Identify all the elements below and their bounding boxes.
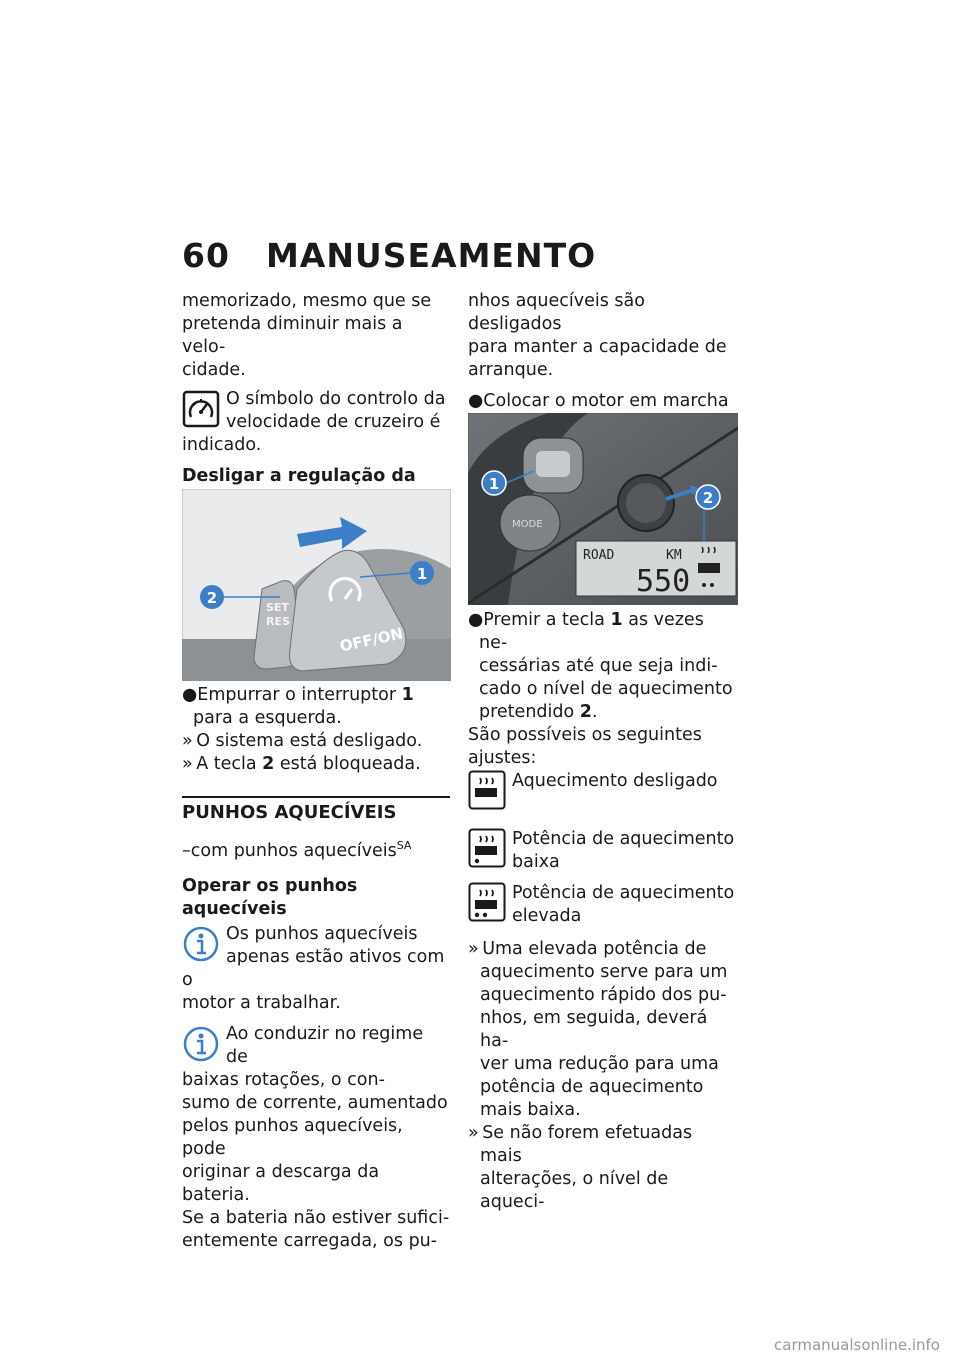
step-start-engine: ●Colocar o motor em marcha bbox=[468, 390, 736, 437]
setting-heat-high: Potência de aquecimento elevada bbox=[468, 882, 736, 928]
setting-heat-off: Aquecimento desligado bbox=[468, 770, 736, 810]
svg-text:2: 2 bbox=[702, 489, 714, 507]
svg-text:1: 1 bbox=[488, 475, 500, 493]
option-note: –com punhos aquecíveis$^{SA}$ bbox=[182, 839, 412, 861]
result-no-changes: » Se não forem efetuadas mais alterações, o nível de aqueci- bbox=[468, 1123, 693, 1212]
heat-low-icon bbox=[468, 828, 506, 868]
display-km-label: KM bbox=[666, 548, 682, 563]
info-icon bbox=[182, 1025, 220, 1063]
step-push-switch: ●Empurrar o interruptor 1 para a esquerda. bbox=[182, 685, 414, 728]
subheading-disable-cruise: Desligar a regulação da bbox=[182, 466, 416, 486]
right-column-bottom bbox=[468, 609, 736, 1214]
display-road-label: ROAD bbox=[583, 548, 615, 563]
watermark: carmanualsonline.info bbox=[774, 1336, 940, 1354]
section-heated-grips: PUNHOS AQUECÍVEIS bbox=[182, 796, 450, 824]
heated-grips-illustration bbox=[468, 413, 738, 605]
heat-off-icon bbox=[468, 770, 506, 810]
subheading-operate-grips: Operar os punhos aquecíveis bbox=[182, 875, 358, 919]
result-key-locked: » A tecla 2 está bloqueada. bbox=[182, 754, 421, 774]
mode-label: MODE bbox=[512, 519, 543, 530]
info-icon bbox=[182, 925, 220, 963]
page-title: MANUSEAMENTO bbox=[265, 236, 597, 275]
svg-text:1: 1 bbox=[416, 565, 428, 583]
left-para-1: memorizado, mesmo que se pretenda diminuir mais a velo- cidade. bbox=[182, 291, 432, 380]
res-label: RES bbox=[266, 615, 290, 628]
page-number: 60 bbox=[182, 236, 230, 275]
heat-high-icon bbox=[468, 882, 506, 922]
page-header bbox=[182, 236, 596, 275]
result-high-power: » Uma elevada potência de aquecimento serve para um aquecimento rápido dos pu- nhos, em seguida, deverá ha- ver uma redução para uma potência de aquecimento mais baixa. bbox=[468, 939, 728, 1120]
setting-heat-low: Potência de aquecimento baixa bbox=[468, 828, 736, 874]
display-odometer-value: 550 bbox=[636, 564, 691, 599]
set-label: SET bbox=[266, 601, 289, 614]
svg-text:2: 2 bbox=[206, 589, 218, 607]
right-para-1: nhos aquecíveis são desligados para manter a capacidade de arranque. bbox=[468, 291, 727, 380]
info-note-1: Os punhos aquecíveis apenas estão ativos com o motor a trabalhar. bbox=[182, 923, 445, 1013]
info-note-2: Ao conduzir no regime de baixas rotações, o con- sumo de corrente, aumentado pelos punhos aquecíveis, pode originar a descarga da bateria. Se a bateria não estiver sufici- entemente carregada, os pu- bbox=[182, 1023, 450, 1251]
cruise-note: O símbolo do controlo da velocidade de cruzeiro é indicado. bbox=[182, 389, 446, 455]
step-press-key: ●Premir a tecla 1 as vezes ne- cessárias até que seja indi- cado o nível de aquecimento pretendido 2. bbox=[468, 610, 733, 722]
result-system-off: » O sistema está desligado. bbox=[182, 731, 423, 751]
left-column-bottom bbox=[182, 684, 450, 1253]
settings-intro: São possíveis os seguintes ajustes: bbox=[468, 725, 702, 768]
cruise-control-icon bbox=[182, 390, 220, 428]
cruise-switch-illustration bbox=[182, 489, 451, 681]
off-on-label: OFF/ON bbox=[338, 624, 405, 656]
left-column-top bbox=[182, 290, 450, 511]
